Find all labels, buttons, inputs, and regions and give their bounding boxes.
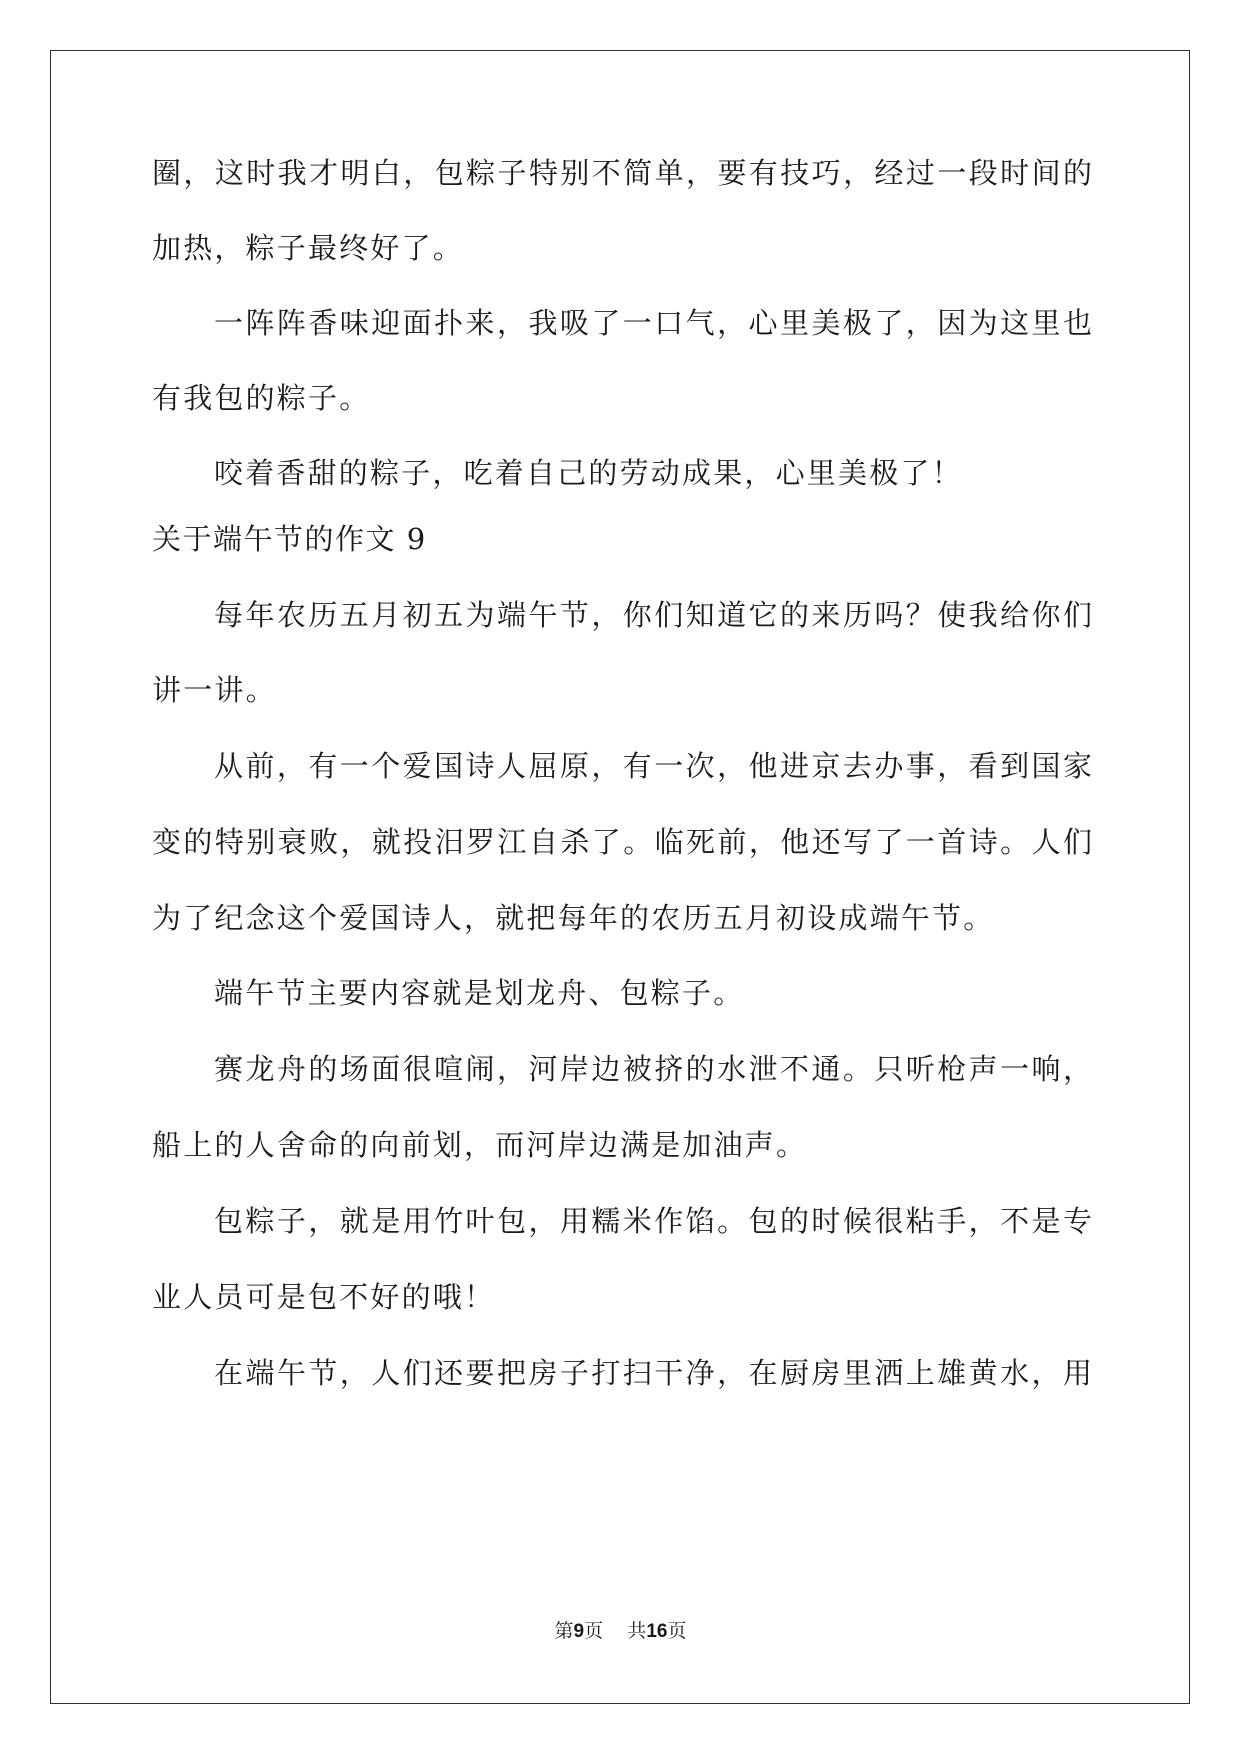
text-line: 端午节主要内容就是划龙舟、包粽子。: [214, 976, 745, 1010]
text-line: 讲一讲。: [152, 673, 277, 707]
page-number: 9: [573, 1621, 585, 1642]
text-line: 在端午节，人们还要把房子打扫干净，在厨房里洒上雄黄水，用: [214, 1356, 1092, 1390]
text-line: 船上的人舍命的向前划，而河岸边满是加油声。: [152, 1128, 808, 1162]
page-footer: [0, 1619, 1241, 1644]
text-line: 包粽子，就是用竹叶包，用糯米作馅。包的时候很粘手，不是专: [214, 1204, 1092, 1238]
text-line: 变的特别衰败，就投汨罗江自杀了。临死前，他还写了一首诗。人们: [152, 825, 1092, 859]
text-line: 赛龙舟的场面很喧闹，河岸边被挤的水泄不通。只听枪声一响，: [214, 1052, 1092, 1086]
text-line: 为了纪念这个爱国诗人，就把每年的农历五月初设成端午节。: [152, 901, 995, 935]
page-prefix: 第: [554, 1620, 574, 1642]
page-border: [50, 50, 1190, 1704]
text-line: 从前，有一个爱国诗人屈原，有一次，他进京去办事，看到国家: [214, 749, 1092, 783]
text-line: 加热，粽子最终好了。: [152, 231, 465, 265]
text-line: 业人员可是包不好的哦！: [152, 1280, 496, 1314]
text-line: 每年农历五月初五为端午节，你们知道它的来历吗？使我给你们: [214, 598, 1092, 632]
page-suffix: 页: [584, 1620, 604, 1642]
text-line: 有我包的粽子。: [152, 381, 371, 415]
total-suffix: 页: [667, 1620, 687, 1642]
total-prefix: 共: [627, 1620, 647, 1642]
text-line: 一阵阵香味迎面扑来，我吸了一口气，心里美极了，因为这里也: [214, 306, 1092, 340]
text-line: 咬着香甜的粽子，吃着自己的劳动成果，心里美极了！: [214, 456, 963, 490]
section-heading: 关于端午节的作文 9: [152, 522, 427, 556]
text-line: 圈，这时我才明白，包粽子特别不简单，要有技巧，经过一段时间的: [152, 156, 1092, 190]
total-pages: 16: [646, 1621, 668, 1642]
